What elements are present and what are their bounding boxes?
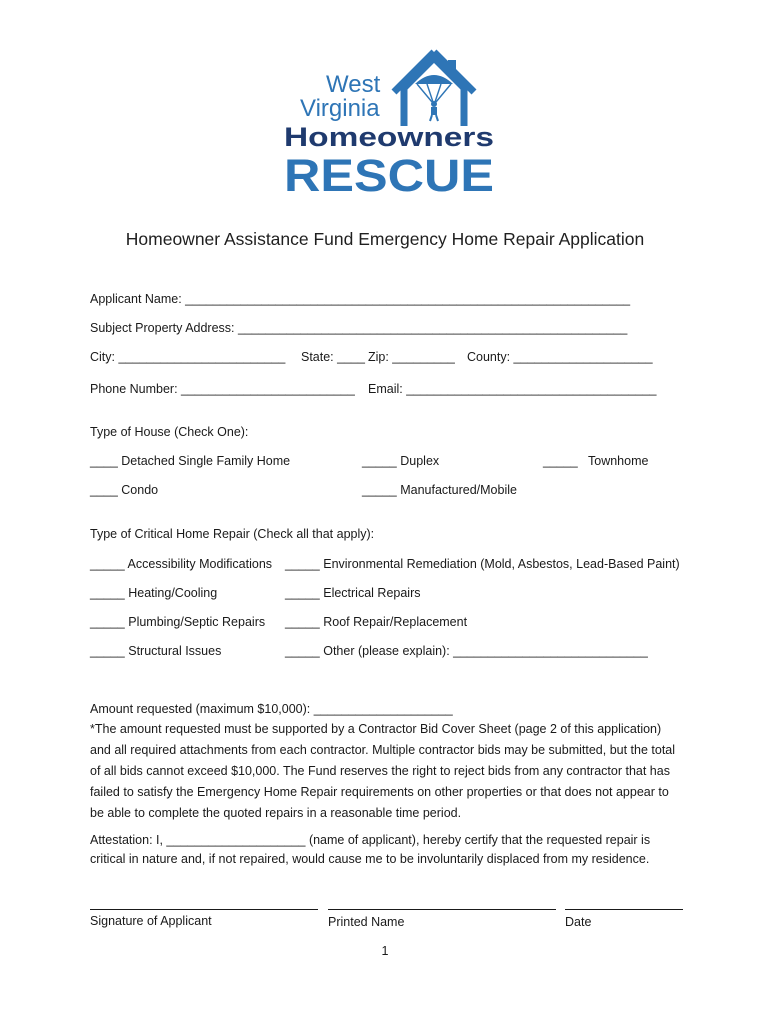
logo-homeowners: Homeowners [284,122,494,152]
repair-option-heating[interactable]: _____ Heating/Cooling [90,586,218,600]
amount-requested-field[interactable]: Amount requested (maximum $10,000): ____________________ [90,702,453,716]
page-number: 1 [381,944,389,958]
printed-name-line[interactable] [328,909,556,910]
repair-option-structural[interactable]: _____ Structural Issues [90,644,222,658]
repair-option-accessibility[interactable]: _____ Accessibility Modifications [90,557,273,571]
logo-virginia: Virginia [300,95,380,122]
repair-option-other[interactable]: _____ Other (please explain): ____________________________ [285,644,648,658]
house-option-detached[interactable]: ____ Detached Single Family Home [90,454,291,468]
repair-option-environmental[interactable]: _____ Environmental Remediation (Mold, Asbestos, Lead-Based Paint) [285,557,680,571]
amount-note: *The amount requested must be supported by a Contractor Bid Cover Sheet (page 2 of this application) and all required attachments from each contractor. Multiple contractor bids may be submitted, but the total of all bids cannot exceed $10,000. The Fund reserves the right to reject bids from any contractor that has failed to satisfy the Emergency Home Repair requirements on other properties or that does not appear to be able to complete the quoted repairs in a reasonable time period. [90,722,676,820]
zip-field[interactable]: Zip: _________ [368,350,455,364]
property-address-field[interactable]: Subject Property Address: ________________________________________________________ [90,321,628,335]
house-option-condo[interactable]: ____ Condo [90,483,159,497]
printed-name-label: Printed Name [328,915,405,929]
signature-line[interactable] [90,909,318,910]
attestation-text: Attestation: I, ____________________ (name of applicant), hereby certify that the requested repair is critical in nature and, if not repaired, would cause me to be involuntarily displaced from my residence. [90,833,651,866]
phone-field[interactable]: Phone Number: _________________________ [90,382,355,396]
logo-west: West [326,71,381,98]
state-field[interactable]: State: ____ [301,350,365,364]
house-type-heading: Type of House (Check One): [90,425,249,439]
page-title: Homeowner Assistance Fund Emergency Home Repair Application [125,229,645,249]
house-option-duplex[interactable]: _____ Duplex [362,454,440,468]
date-line[interactable] [565,909,683,910]
house-option-townhome-label: Townhome [588,454,649,468]
repair-option-electrical[interactable]: _____ Electrical Repairs [285,586,421,600]
wv-homeowners-rescue-logo [284,44,496,196]
house-option-townhome-blank[interactable]: _____ [543,454,578,468]
signature-label: Signature of Applicant [90,914,212,928]
city-field[interactable]: City: ________________________ [90,350,286,364]
email-field[interactable]: Email: ____________________________________ [368,382,657,396]
county-field[interactable]: County: ____________________ [467,350,653,364]
date-label: Date [565,915,592,929]
repair-option-plumbing[interactable]: _____ Plumbing/Septic Repairs [90,615,266,629]
applicant-name-field[interactable]: Applicant Name: ________________________________________________________________ [90,292,631,306]
repair-option-roof[interactable]: _____ Roof Repair/Replacement [285,615,468,629]
repair-type-heading: Type of Critical Home Repair (Check all that apply): [90,527,375,541]
logo-rescue: RESCUE [284,150,494,196]
house-option-manufactured[interactable]: _____ Manufactured/Mobile [362,483,517,497]
